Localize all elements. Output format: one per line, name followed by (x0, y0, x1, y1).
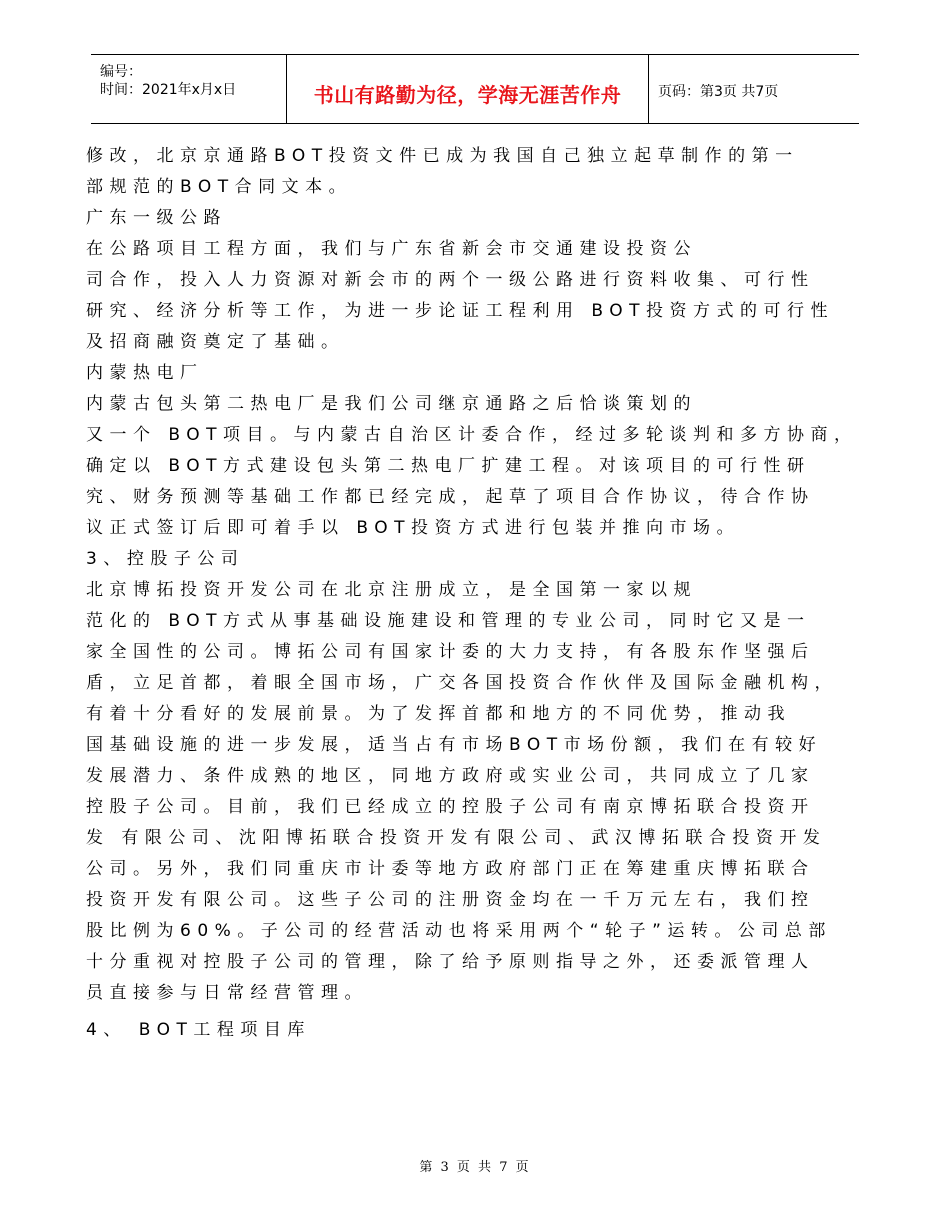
body-text-line: 范化的 BOT方式从事基础设施建设和管理的专业公司，同时它又是一 (86, 611, 811, 631)
body-text-line: 公司。另外，我们同重庆市计委等地方政府部门正在筹建重庆博拓联合 (86, 859, 815, 879)
body-text-line: 发展潜力、条件成熟的地区，同地方政府或实业公司，共同成立了几家 (86, 766, 815, 786)
body-text-line: 修改，北京京通路BOT投资文件已成为我国自己独立起草制作的第一 (86, 146, 799, 166)
body-text-line: 议正式签订后即可着手以 BOT投资方式进行包装并推向市场。 (86, 518, 741, 538)
body-text-line: 控股子公司。目前，我们已经成立的控股子公司有南京博拓联合投资开 (86, 797, 815, 817)
page-footer: 第 3 页 共 7 页 (419, 1160, 531, 1175)
body-text-line: 盾，立足首都，着眼全国市场，广交各国投资合作伙伴及国际金融机构， (86, 673, 838, 693)
body-text-line: 内蒙古包头第二热电厂是我们公司继京通路之后恰谈策划的 (86, 394, 697, 414)
body-text-line: 究、财务预测等基础工作都已经完成，起草了项目合作协议，待合作协 (86, 487, 815, 507)
body-text-line: 部规范的BOT合同文本。 (86, 177, 353, 197)
body-text-line: 研究、经济分析等工作，为进一步论证工程利用 BOT投资方式的可行性 (86, 301, 835, 321)
header-page-number: 页码：第3页 共7页 (658, 84, 779, 100)
body-text-line: 内蒙热电厂 (86, 363, 204, 383)
header-page-cell (649, 55, 859, 123)
section-heading-bot-project-library: 4、 BOT工程项目库 (86, 1020, 311, 1040)
body-text-line: 发 有限公司、沈阳博拓联合投资开发有限公司、武汉博拓联合投资开发 (86, 828, 827, 848)
body-text-line: 员直接参与日常经营管理。 (86, 983, 368, 1003)
body-text-line: 及招商融资奠定了基础。 (86, 332, 345, 352)
body-text-line: 司合作，投入人力资源对新会市的两个一级公路进行资料收集、可行性 (86, 270, 815, 290)
document-number-label: 编号： (100, 64, 142, 80)
header-motto-cell (287, 55, 649, 123)
body-text-line: 十分重视对控股子公司的管理，除了给予原则指导之外，还委派管理人 (86, 952, 815, 972)
document-time-label: 时间：2021年x月x日 (100, 82, 237, 98)
header-motto: 书山有路勤为径，学海无涯苦作舟 (313, 83, 622, 107)
body-text-line: 又一个 BOT项目。与内蒙古自治区计委合作，经过多轮谈判和多方协商， (86, 425, 858, 445)
body-text-line: 有着十分看好的发展前景。为了发挥首都和地方的不同优势，推动我 (86, 704, 791, 724)
header-meta-cell (91, 55, 287, 123)
body-text-line: 确定以 BOT方式建设包头第二热电厂扩建工程。对该项目的可行性研 (86, 456, 811, 476)
body-text-line: 广东一级公路 (86, 208, 227, 228)
document-body (86, 141, 922, 1046)
body-text-line: 3、控股子公司 (86, 549, 245, 569)
body-text-line: 家全国性的公司。博拓公司有国家计委的大力支持，有各股东作坚强后 (86, 642, 815, 662)
body-text-line: 北京博拓投资开发公司在北京注册成立，是全国第一家以规 (86, 580, 697, 600)
body-text-line: 股比例为60%。子公司的经营活动也将采用两个“轮子”运转。公司总部 (86, 921, 832, 941)
body-text-line: 在公路项目工程方面，我们与广东省新会市交通建设投资公 (86, 239, 697, 259)
page-header (91, 54, 859, 124)
body-text-line: 投资开发有限公司。这些子公司的注册资金均在一千万元左右，我们控 (86, 890, 815, 910)
body-text-line: 国基础设施的进一步发展，适当占有市场BOT市场份额，我们在有较好 (86, 735, 823, 755)
